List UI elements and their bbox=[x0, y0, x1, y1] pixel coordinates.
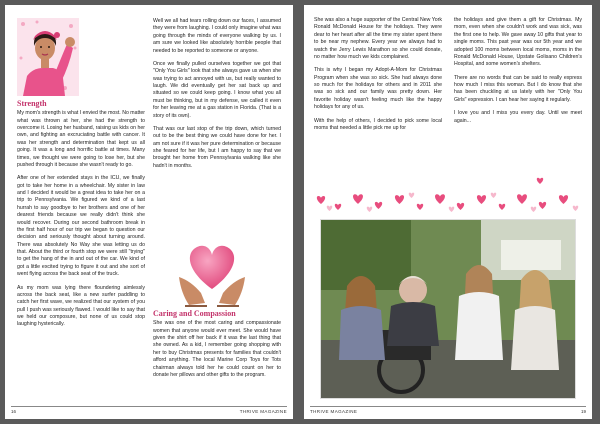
paragraph: the holidays and give them a gift for Christmas. My mom, even when she couldn't work and was sick, was the first one to help. We gave away 10 gifts that year to single moms. This past year was our 5th year and we adopted 100 moms between local moms, moms in the Ronald McDonald House, Upstate Golisano Children's Hospital, and some women's shelters. bbox=[454, 17, 582, 68]
paragraph: Once we finally pulled ourselves together we got that "Only You Girls" look that she always gave us when she was trying to act annoyed with us, but really wanted to laugh. We did eventually get her sat back up and situated so we could keep going. I know what you all must be thinking, but in my defense, we called it even for her leaving me at a gas station in Florida. (That is a story of its own). bbox=[153, 60, 281, 119]
magazine-name: THRIVE MAGAZINE bbox=[310, 409, 358, 414]
left-column-1 bbox=[17, 98, 145, 335]
paragraph: This is why I began my Adopt-A-Mom for Christmas Program when she was so sick. She had always done so much for the holidays for others and in 2011 she was so sick and our family was pretty down. Her favorite holiday wasn't feeling much like the happy holidays for any of us. bbox=[314, 67, 442, 111]
right-column-1 bbox=[314, 17, 442, 138]
paragraph: She was also a huge supporter of the Central New York Ronald McDonald House for the holidays. They were dear to her heart after all the time my sister spent there to be near my nephew. Every year we always had to watch the Jerry Lewis Marathon so she could donate, no matter how much we kids complained. bbox=[314, 17, 442, 60]
paragraph: With the help of others, I decided to pick some local moms that needed a little pick me up for bbox=[314, 117, 442, 131]
paragraph: She was one of the most caring and compassionate women that anyone would ever meet. She would have given the shirt off her back if it was the last thing that she owned. As a kid, I remember going shopping with her to buy Christmas presents for families that couldn't afford anything. The local Marine Corp Toys for Tots chairman always told her he could count on her to donate her pillows and other gifts to the program. bbox=[153, 320, 281, 378]
paragraph: That was our last stop of the trip down, which turned out to be the best thing we could have done for her. I am not sure if it was her pure determination or because she feared for her life, but I am happy to say that we brought her home from Pennsylvania walking like she hadn't in months. bbox=[153, 125, 281, 169]
rosie-riveter-illustration bbox=[17, 18, 79, 96]
left-column-2 bbox=[153, 18, 281, 176]
page-number: 16 bbox=[11, 409, 17, 414]
paragraph: Well we all had tears rolling down our faces, I assumed they were from laughing. I could only imagine what was going through the minds of everyone walking by us. I am sure we looked like absolutely horrible people that needed to be reported to someone or anyone. bbox=[153, 18, 281, 54]
left-footer bbox=[11, 406, 287, 415]
heart-icon bbox=[536, 177, 544, 184]
right-footer bbox=[310, 406, 586, 415]
right-page bbox=[304, 5, 592, 419]
right-column-2 bbox=[454, 17, 582, 131]
hands-heart-illustration bbox=[177, 231, 247, 307]
paragraph: After one of her extended stays in the ICU, we finally got to take her home in a wheelchair. My sister in law and I decided it would be a great idea to take her on a trip to Pennsylvania. We figured we kind of a last hurrah to say goodbye to her brothers and one of her dearest friends because we really didn't think she would recover. During our second bathroom break in the first half hour of our trip we began to question our decision and seriously thought about turning around. There was absolutely No Way she was letting us do that. About the third or fourth stop we were still "trying" to get the hang of the in and out of the car. We kind of got a little excited trying to figure it out and she sort of went flying across the back seat of the truck. bbox=[17, 175, 145, 278]
paragraph: As my mom was lying there floundering aimlessly across the back seat, like a new surfer paddling to catch her first wave, we realized that our system of you pull I push was seriously flawed. I would like to say that we held our composure, but none of us could stop laughing hysterically. bbox=[17, 284, 145, 328]
hearts-border bbox=[314, 191, 582, 217]
strength-heading: Strength bbox=[17, 99, 47, 108]
magazine-name: THRIVE MAGAZINE bbox=[239, 409, 287, 414]
page-number: 19 bbox=[580, 409, 586, 414]
caring-heading: Caring and Compassion bbox=[153, 309, 236, 318]
paragraph: My mom's strength is what I envied the most. No matter what was thrown at her, she had the strength to overcome it. Losing her husband, raising us kids on her own, and fighting an excruciating battle with cancer. It was her strength and determination that kept us all going. It was a long and horrific battle at times. Many times, we thought we were going to lose her, but she pushed through it because she wasn't ready to go. bbox=[17, 110, 145, 168]
paragraph: There are no words that can be said to really express how much I miss this woman. But I do know that she has been chuckling at us lately with her "Only You Girls" expression. I can hear her saying it regularly. bbox=[454, 74, 582, 103]
left-page bbox=[5, 5, 293, 419]
paragraph: I love you and I miss you every day. Until we meet again... bbox=[454, 110, 582, 124]
family-photo bbox=[320, 219, 576, 399]
caring-section bbox=[153, 308, 281, 385]
